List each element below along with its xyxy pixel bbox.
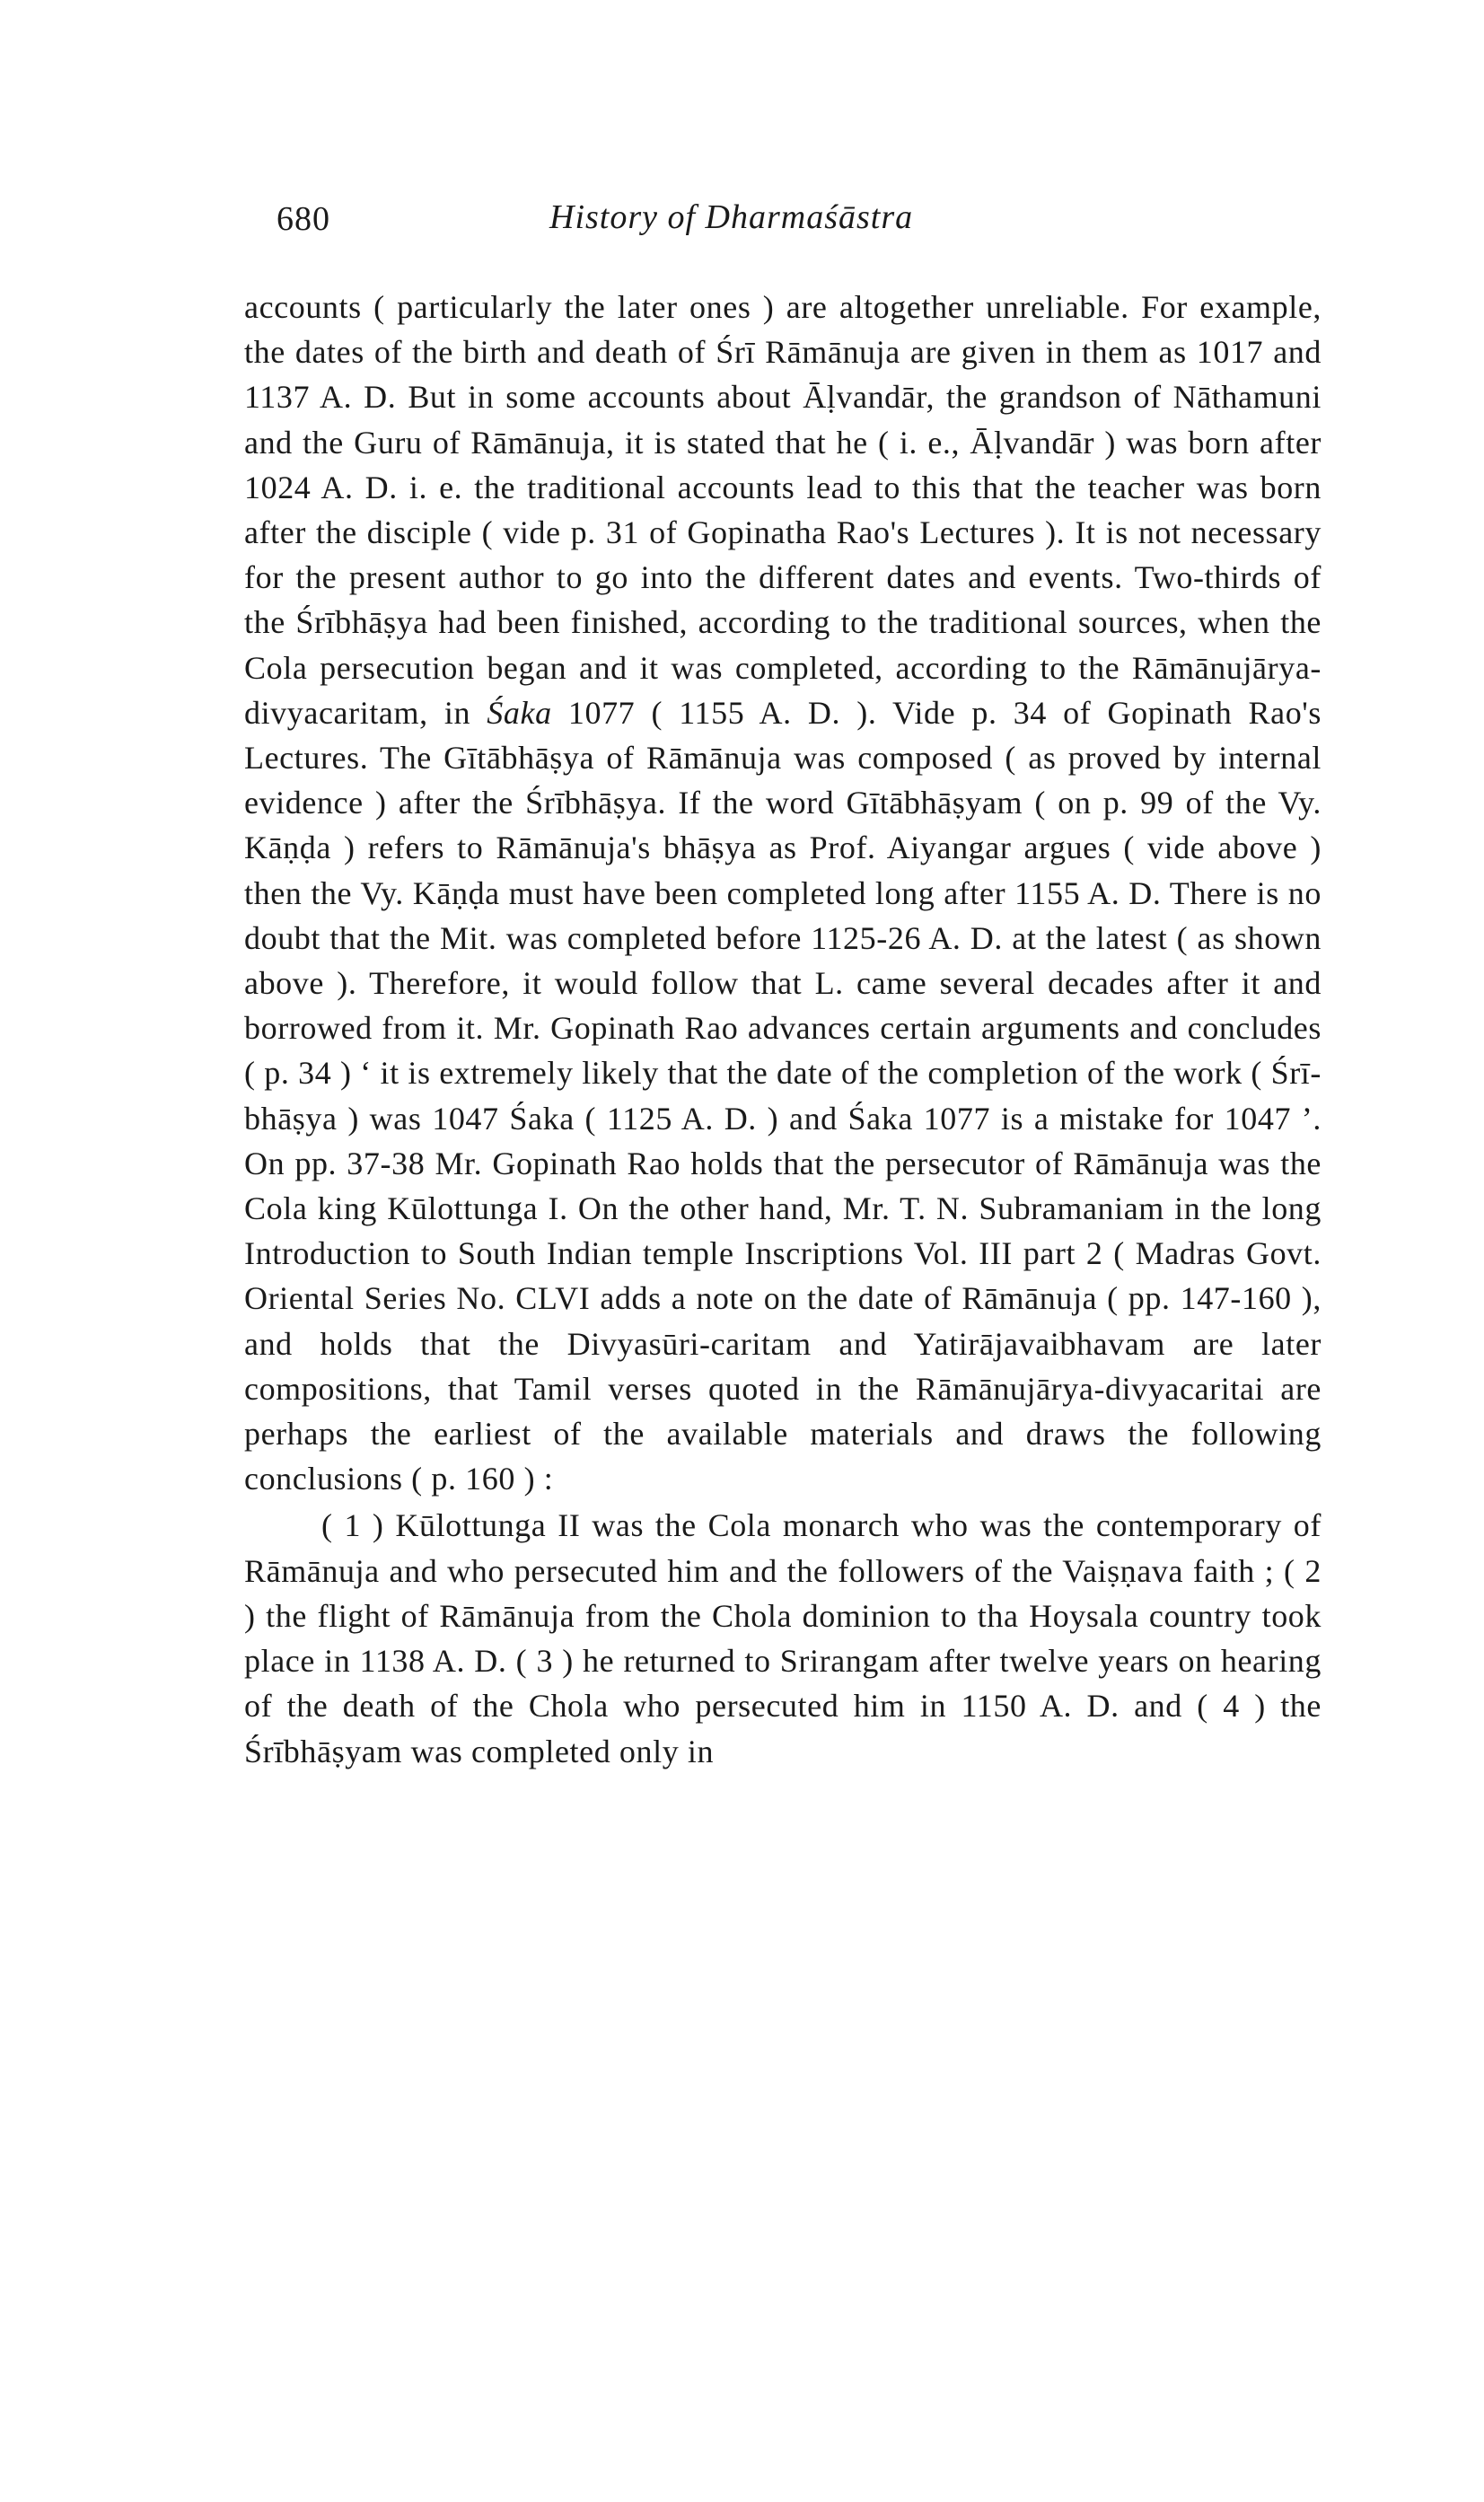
running-title: History of Dharmaśāstra [549,198,914,236]
paragraph-text-part-1: accounts ( particularly the later ones ) are altogether unreliable. For example, the dates of the birth and death of Śrī Rāmānuja are given in them as 1017 and 1137 A. D. But in some accounts about Āḷvandār, the grandson of Nāthamuni and the Guru of Rāmānuja, it is stated that he ( i. e., Āḷvandār ) was born after 1024 A. D. i. e. the traditional accounts lead to this that the teacher was born after the disciple ( vide p. 31 of Gopinatha Rao's Lectures ). It is not necessary for the present author to go into the different dates and events. Two-thirds of the Śrībhāṣya had been finished, according to the traditional sources, when the Cola persecution began and it was completed, according to the Rāmānujārya-divyacaritam, in [244,289,1322,731]
paragraph-continuation [244,285,1322,1501]
paragraph-numbered-conclusions: ( 1 ) Kūlottunga II was the Cola monarch who was the contemporary of Rāmānuja and who persecuted him and the followers of the Vaiṣṇava faith ; ( 2 ) the flight of Rāmānuja from the Chola dominion to tha Hoysala country took place in 1138 A. D. ( 3 ) he returned to Srirangam after twelve years on hearing of the death of the Chola who persecuted him in 1150 A. D. and ( 4 ) the Śrībhāṣyam was completed only in [244,1507,1322,1769]
italic-term-saka: Śaka [487,694,552,731]
page-number: 680 [277,200,330,238]
body-text [244,285,1322,1774]
paragraph-text-part-2: 1077 ( 1155 A. D. ). Vide p. 34 of Gopinath Rao's Lectures. The Gītābhāṣya of Rāmānuja was composed ( as proved by internal evidence ) after the Śrībhāṣya. If the word Gītābhāṣyam ( on p. 99 of the Vy. Kāṇḍa ) refers to Rāmānuja's bhāṣya as Prof. Aiyangar argues ( vide above ) then the Vy. Kāṇḍa must have been completed long after 1155 A. D. There is no doubt that the Mit. was completed before 1125-26 A. D. at the latest ( as shown above ). Therefore, it would follow that L. came several decades after it and borrowed from it. Mr. Gopinath Rao advances certain arguments and concludes ( p. 34 ) ‘ it is extremely likely that the date of the completion of the work ( Śrī-bhāṣya ) was 1047 Śaka ( 1125 A. D. ) and Śaka 1077 is a mistake for 1047 ’. On pp. 37-38 Mr. Gopinath Rao holds that the persecutor of Rāmānuja was the Cola king Kūlottunga I. On the other hand, Mr. T. N. Subramaniam in the long Introduction to South Indian temple Inscriptions Vol. III part 2 ( Madras Govt. Oriental Series No. CLVI adds a note on the date of Rāmānuja ( pp. 147-160 ), and holds that the Divyasūri-caritam and Yatirājavaibhavam are later compositions, that Tamil verses quoted in the Rāmānujārya-divyacaritai are perhaps the earliest of the available materials and draws the following conclusions ( p. 160 ) : [244,694,1322,1497]
